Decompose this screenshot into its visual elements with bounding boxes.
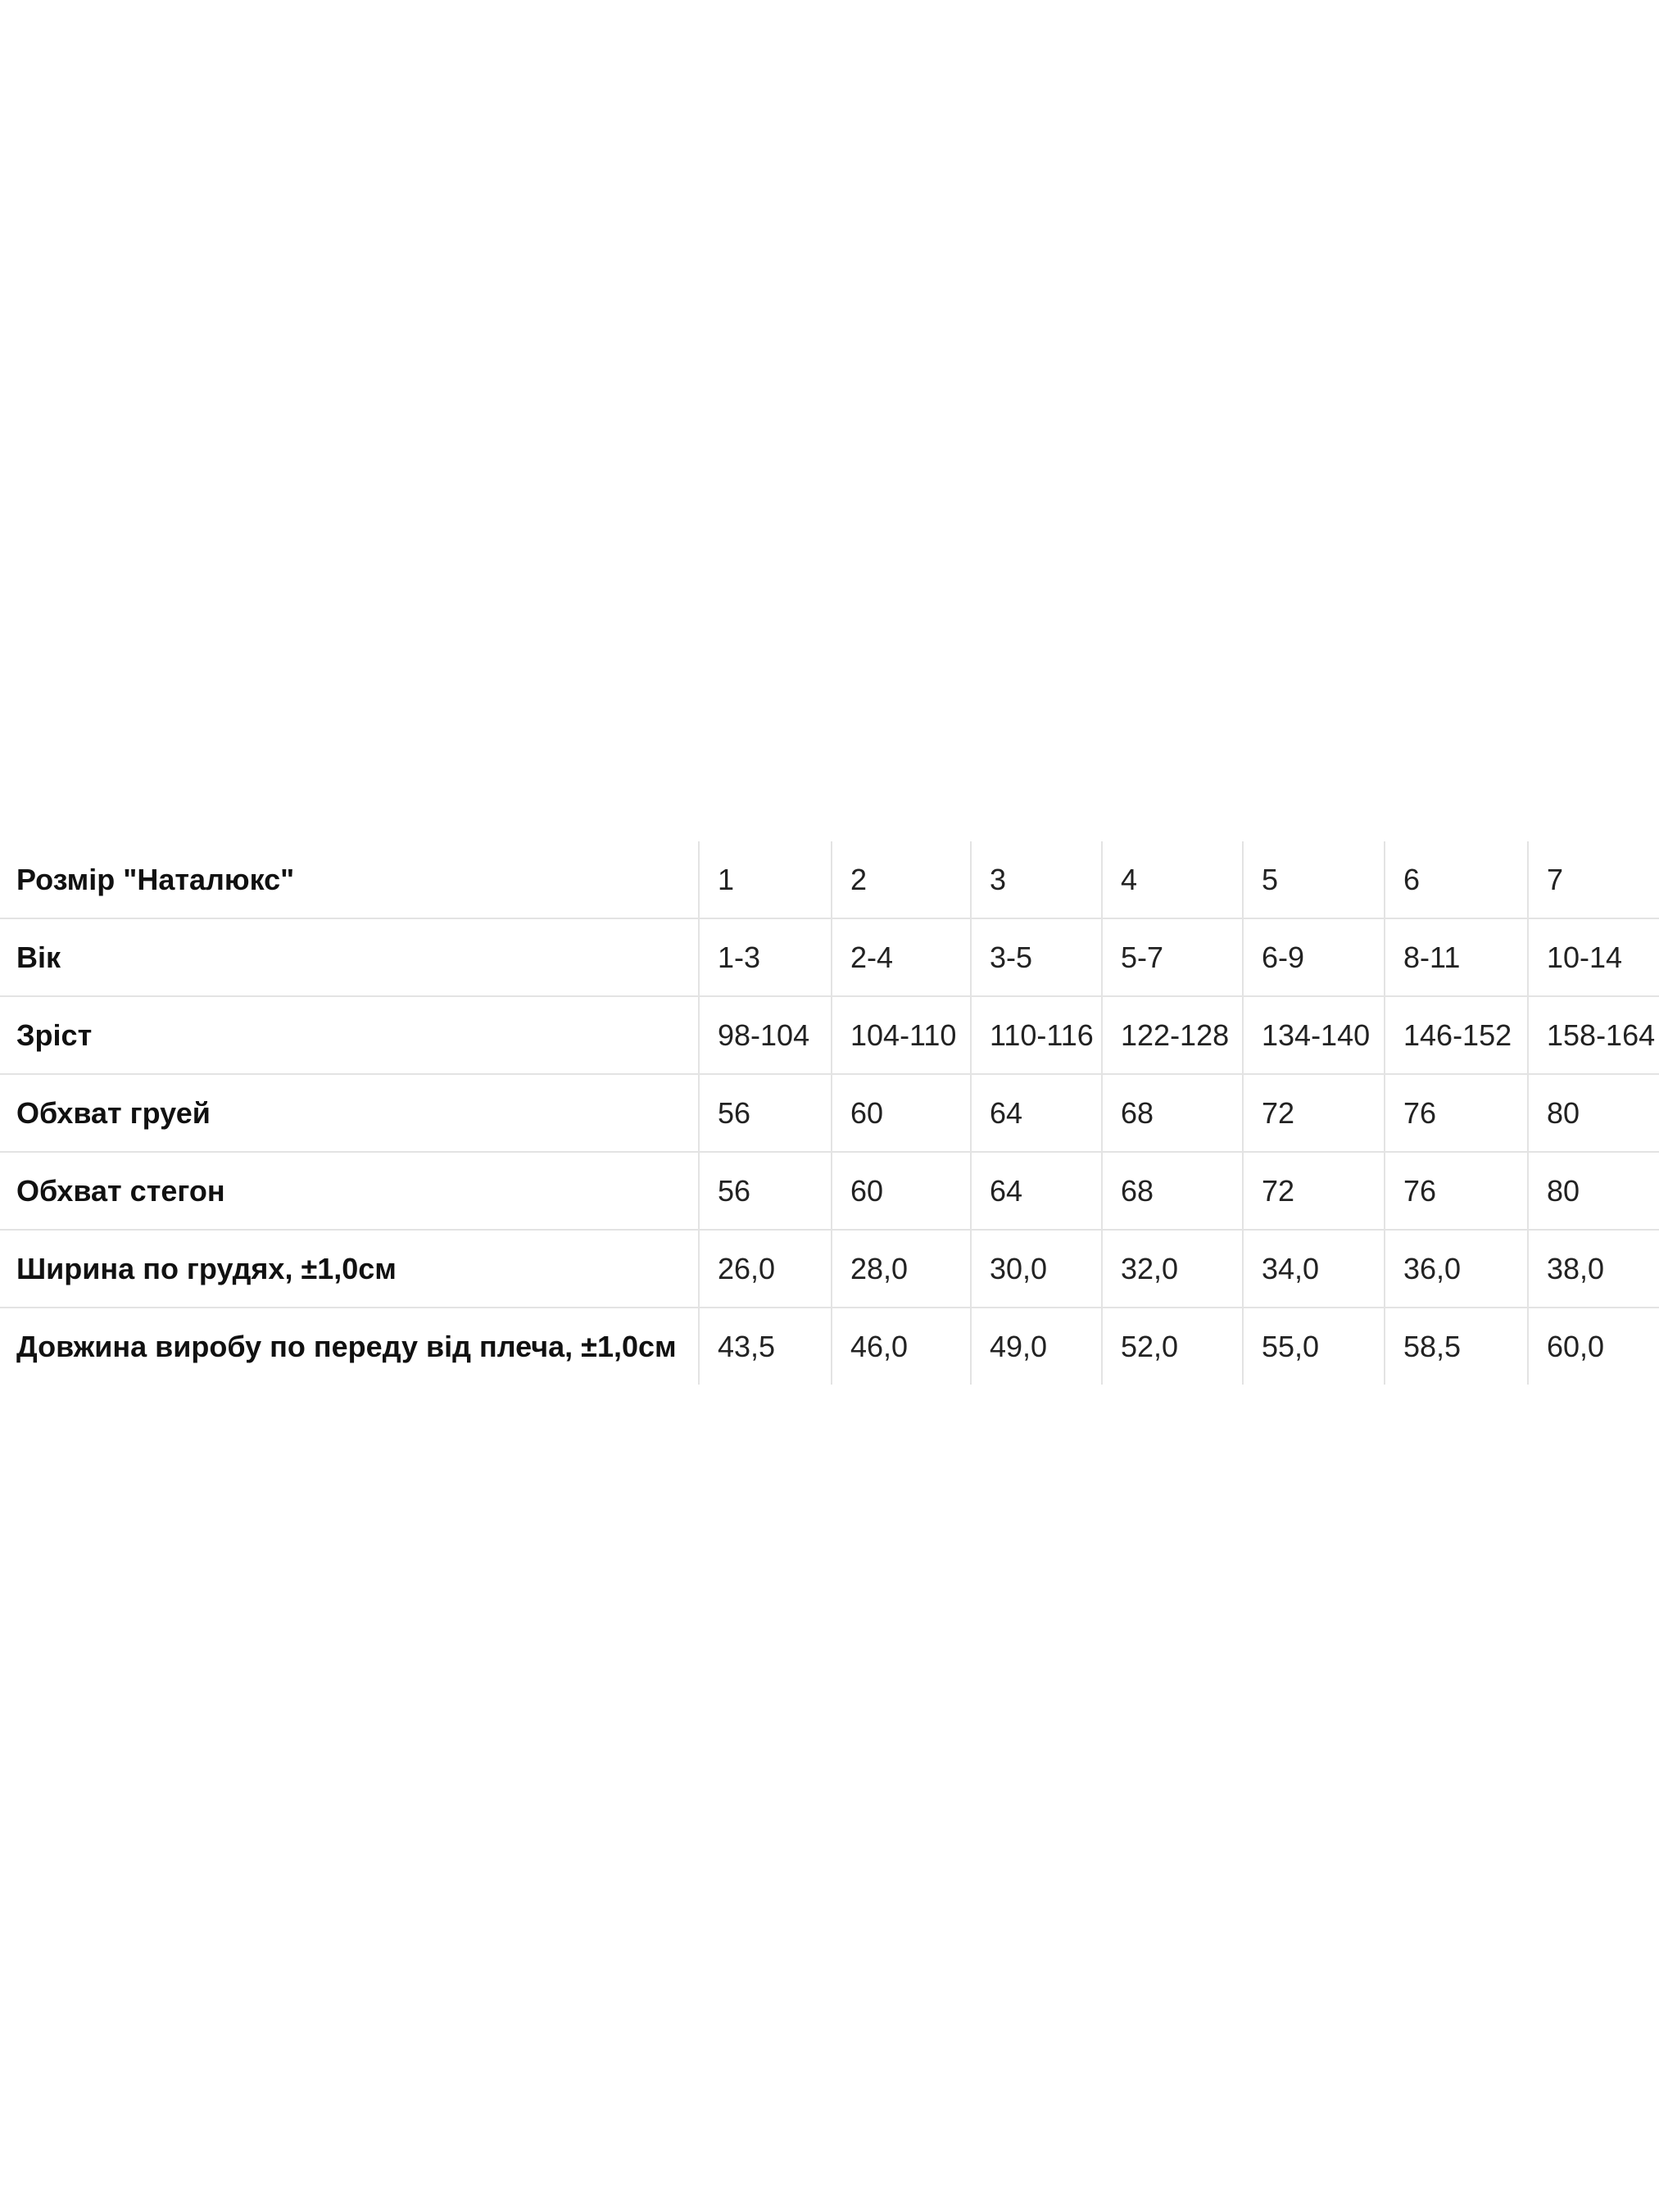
table-cell: 64: [971, 1152, 1102, 1230]
table-row: [0, 1074, 1659, 1152]
table-cell: 6: [1385, 841, 1528, 918]
table-cell: 56: [699, 1074, 832, 1152]
table-cell: 56: [699, 1152, 832, 1230]
table-cell: 80: [1528, 1074, 1659, 1152]
row-label-chest-width: Ширина по грудях, ±1,0см: [0, 1230, 699, 1308]
table-cell: 1-3: [699, 918, 832, 996]
row-label-age: Вік: [0, 918, 699, 996]
table-cell: 134-140: [1243, 996, 1385, 1074]
table-cell: 26,0: [699, 1230, 832, 1308]
table-cell: 146-152: [1385, 996, 1528, 1074]
table-cell: 3: [971, 841, 1102, 918]
table-cell: 3-5: [971, 918, 1102, 996]
table-cell: 8-11: [1385, 918, 1528, 996]
row-label-chest: Обхват груей: [0, 1074, 699, 1152]
table-cell: 52,0: [1102, 1308, 1243, 1385]
table-cell: 72: [1243, 1152, 1385, 1230]
table-cell: 122-128: [1102, 996, 1243, 1074]
table-row: [0, 996, 1659, 1074]
table-cell: 30,0: [971, 1230, 1102, 1308]
table-cell: 80: [1528, 1152, 1659, 1230]
table-cell: 10-14: [1528, 918, 1659, 996]
table-cell: 7: [1528, 841, 1659, 918]
table-row: [0, 1152, 1659, 1230]
table-cell: 2-4: [832, 918, 971, 996]
table-cell: 43,5: [699, 1308, 832, 1385]
table-cell: 68: [1102, 1152, 1243, 1230]
table-row: [0, 841, 1659, 918]
table-cell: 49,0: [971, 1308, 1102, 1385]
table-cell: 5: [1243, 841, 1385, 918]
table-cell: 60: [832, 1074, 971, 1152]
table-row: [0, 1308, 1659, 1385]
row-label-size: Розмір "Наталюкс": [0, 841, 699, 918]
row-label-height: Зріст: [0, 996, 699, 1074]
table-cell: 38,0: [1528, 1230, 1659, 1308]
row-label-hips: Обхват стегон: [0, 1152, 699, 1230]
table-cell: 76: [1385, 1152, 1528, 1230]
table-cell: 1: [699, 841, 832, 918]
table-cell: 2: [832, 841, 971, 918]
table-row: [0, 918, 1659, 996]
table-cell: 64: [971, 1074, 1102, 1152]
row-label-length: Довжина виробу по переду від плеча, ±1,0см: [16, 1330, 677, 1363]
table-cell: 60: [832, 1152, 971, 1230]
table-cell: 4: [1102, 841, 1243, 918]
table-cell: 28,0: [832, 1230, 971, 1308]
table-cell: 104-110: [832, 996, 971, 1074]
table-cell: 76: [1385, 1074, 1528, 1152]
table-cell: 36,0: [1385, 1230, 1528, 1308]
table-cell: 68: [1102, 1074, 1243, 1152]
table-cell: 58,5: [1385, 1308, 1528, 1385]
table-cell: 32,0: [1102, 1230, 1243, 1308]
table-cell: 72: [1243, 1074, 1385, 1152]
table-cell: 55,0: [1243, 1308, 1385, 1385]
table-cell: 34,0: [1243, 1230, 1385, 1308]
table-cell: 158-164: [1528, 996, 1659, 1074]
table-row: [0, 1230, 1659, 1308]
table-cell: 110-116: [971, 996, 1102, 1074]
table-cell: 6-9: [1243, 918, 1385, 996]
table-cell: 98-104: [699, 996, 832, 1074]
table-cell: 46,0: [832, 1308, 971, 1385]
size-chart-table: [0, 841, 1659, 1385]
table-cell: 60,0: [1528, 1308, 1659, 1385]
table-cell: 5-7: [1102, 918, 1243, 996]
